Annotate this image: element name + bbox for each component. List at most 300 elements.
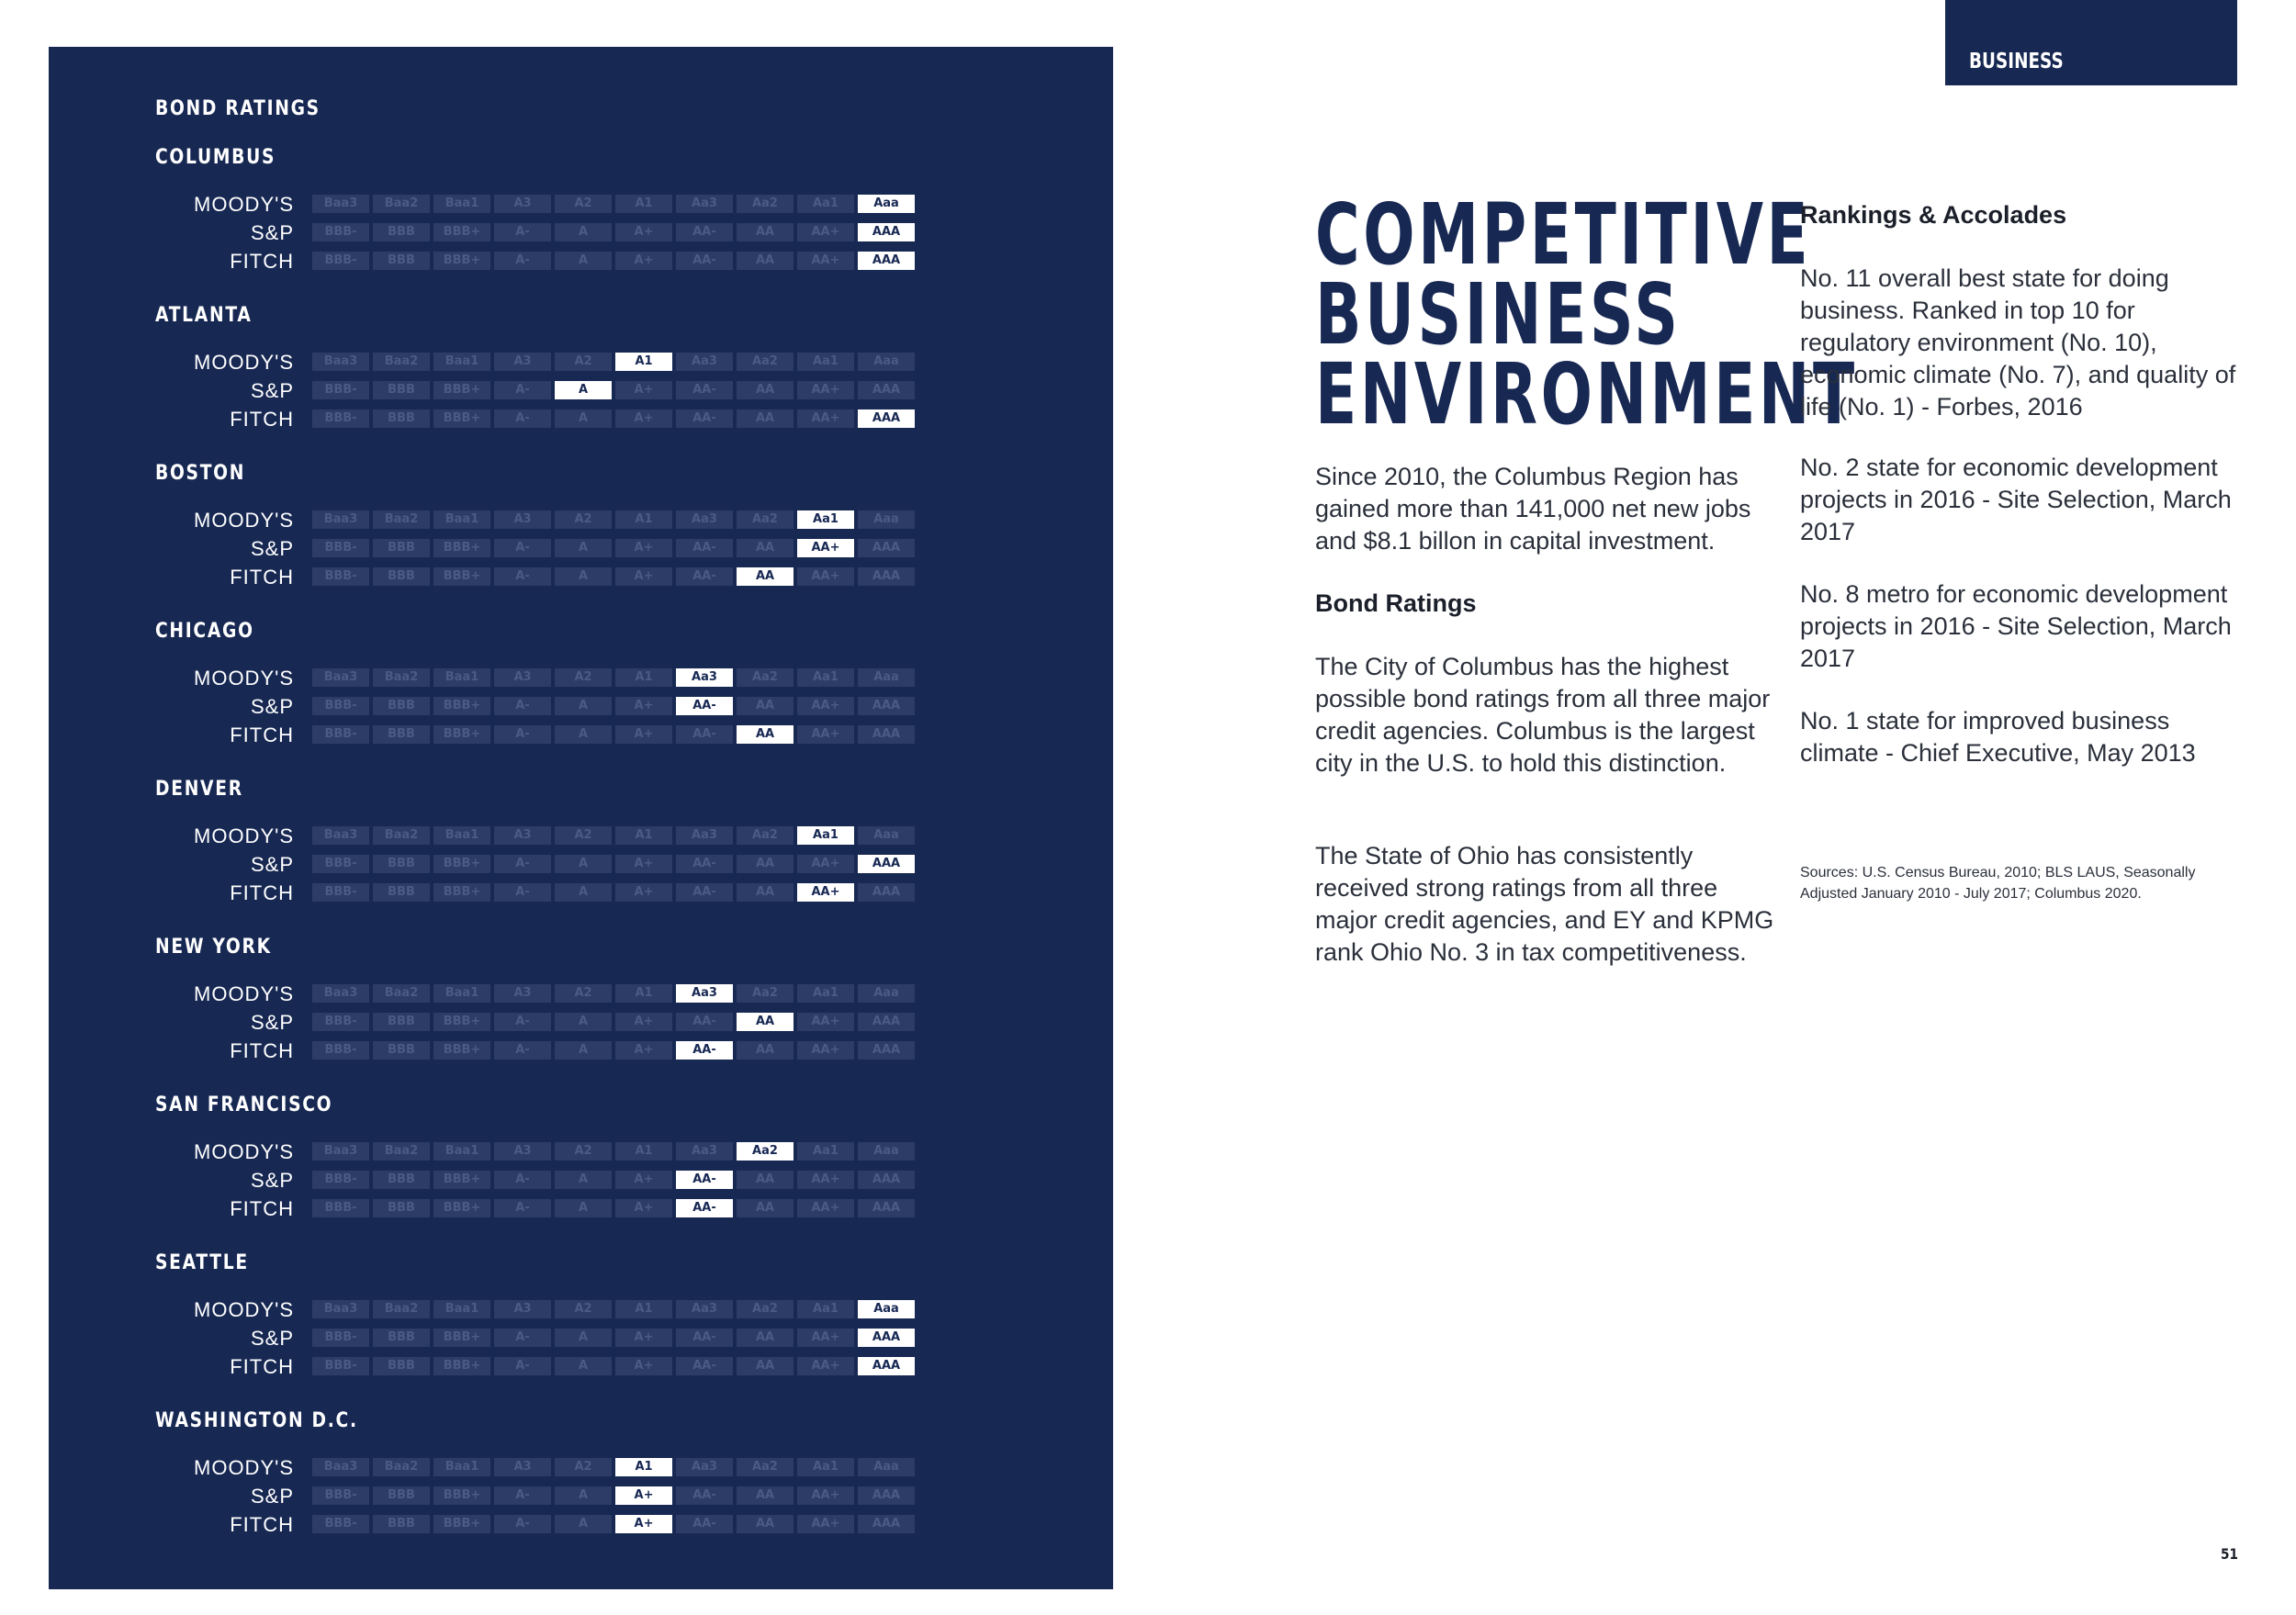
rating-cell: BBB+ (433, 1329, 490, 1347)
intro-paragraph: Since 2010, the Columbus Region has gained more than 141,000 net new jobs and $8.1 billon in capital investment. (1315, 463, 1751, 555)
rating-scale (312, 984, 915, 1003)
rating-cell: Baa2 (373, 1458, 430, 1476)
rating-cell: AA (737, 883, 793, 902)
rating-cell: Aaa (858, 1142, 915, 1161)
agency-label: S&P (250, 1327, 294, 1350)
rating-cell: AA- (676, 567, 733, 586)
rating-cell: AA- (676, 1357, 733, 1375)
rating-cell: BBB+ (433, 409, 490, 428)
rating-cell: Aa2 (737, 1458, 793, 1476)
rating-cell: A+ (615, 381, 672, 399)
rating-cell: AAA (858, 381, 915, 399)
rating-cell: Baa3 (312, 1458, 369, 1476)
rating-scale (312, 223, 915, 241)
rating-cell: BBB- (312, 381, 369, 399)
rating-cell: A1 (615, 984, 672, 1003)
rating-cell: AAA (858, 1171, 915, 1189)
rating-cell: BBB- (312, 409, 369, 428)
rating-cell: A3 (494, 826, 551, 845)
rating-cell: AA+ (797, 409, 854, 428)
rating-cell: Baa3 (312, 984, 369, 1003)
rating-cell: BBB- (312, 223, 369, 241)
rating-cell: AAA (858, 725, 915, 744)
rating-cell: Aa1 (797, 1300, 854, 1318)
agency-label: S&P (250, 221, 294, 244)
rating-cell: BBB- (312, 1515, 369, 1533)
rating-cell: AA (737, 223, 793, 241)
city-name: COLUMBUS (155, 146, 276, 169)
rating-scale (312, 1329, 915, 1347)
rating-cell: A2 (555, 1142, 612, 1161)
rankings-heading: Rankings & Accolades (1800, 201, 2067, 229)
rating-cell: A- (494, 1013, 551, 1031)
title-line: ENVIRONMENT (1315, 345, 1858, 443)
rating-cell: Aa2 (737, 668, 793, 687)
rating-cell: BBB+ (433, 1486, 490, 1505)
title-line: COMPETITIVE (1315, 185, 1812, 284)
rating-cell: A- (494, 1486, 551, 1505)
rating-cell: Aa1 (797, 353, 854, 371)
rating-cell: BBB+ (433, 1515, 490, 1533)
agency-label: FITCH (230, 566, 294, 589)
city-block (49, 620, 1113, 778)
agency-label: FITCH (230, 1197, 294, 1220)
rating-cell: Baa2 (373, 984, 430, 1003)
agency-label: S&P (250, 379, 294, 402)
rating-cell: AA+ (797, 381, 854, 399)
rating-cell: AA+ (797, 1329, 854, 1347)
rating-cell: AA- (676, 381, 733, 399)
city-name: BOSTON (155, 462, 246, 485)
rating-cell: A (555, 883, 612, 902)
city-block (49, 1093, 1113, 1251)
rating-cell: BBB+ (433, 252, 490, 270)
rating-cell: A- (494, 855, 551, 873)
rating-scale (312, 539, 915, 557)
rating-scale (312, 1041, 915, 1060)
rating-cell: A+ (615, 883, 672, 902)
rating-cell: BBB+ (433, 381, 490, 399)
rating-cell: AA (737, 1357, 793, 1375)
rating-cell: BBB (373, 1041, 430, 1060)
rating-scale (312, 855, 915, 873)
rating-scale (312, 1199, 915, 1217)
rating-cell: AA (737, 1041, 793, 1060)
rating-cell: AA+ (797, 1486, 854, 1505)
rating-cell: A2 (555, 1300, 612, 1318)
panel-title: BOND RATINGS (155, 97, 321, 120)
rating-cell: Baa1 (433, 984, 490, 1003)
rating-cell: AA+ (797, 1515, 854, 1533)
rating-cell: Aaa (858, 510, 915, 529)
sources-note: Sources: U.S. Census Bureau, 2010; BLS LAUS, Seasonally Adjusted January 2010 - July 2017; Columbus 2020. (1800, 865, 2196, 902)
agency-label: MOODY'S (194, 1298, 294, 1321)
city-block (49, 146, 1113, 304)
rating-cell: AA- (676, 1486, 733, 1505)
rating-cell: A- (494, 1199, 551, 1217)
rating-cell: A+ (615, 223, 672, 241)
city-name: SEATTLE (155, 1251, 249, 1274)
agency-label: MOODY'S (194, 509, 294, 532)
agency-label: FITCH (230, 1355, 294, 1378)
rating-cell-active: A (555, 381, 612, 399)
rating-cell: A (555, 539, 612, 557)
rating-cell: A- (494, 409, 551, 428)
rating-cell-active: AAA (858, 223, 915, 241)
rating-cell-active: A+ (615, 1515, 672, 1533)
agency-label: MOODY'S (194, 193, 294, 216)
rating-cell-active: Aa1 (797, 826, 854, 845)
rating-cell: A- (494, 223, 551, 241)
rating-cell: Baa2 (373, 826, 430, 845)
rating-cell: A+ (615, 1171, 672, 1189)
rating-cell: A (555, 409, 612, 428)
rating-cell: BBB (373, 1329, 430, 1347)
rating-cell: A+ (615, 1199, 672, 1217)
rating-cell-active: AA (737, 567, 793, 586)
rating-cell: BBB (373, 855, 430, 873)
rating-cell: A (555, 1357, 612, 1375)
rating-cell: BBB- (312, 1013, 369, 1031)
rating-cell: AA- (676, 252, 733, 270)
rating-cell: AA+ (797, 697, 854, 715)
rating-cell: A+ (615, 1329, 672, 1347)
rating-cell: A+ (615, 1357, 672, 1375)
rating-cell: Aa1 (797, 984, 854, 1003)
bond-ratings-heading: Bond Ratings (1315, 589, 1477, 617)
agency-label: S&P (250, 1169, 294, 1192)
rating-cell: AAA (858, 697, 915, 715)
rating-cell: Baa2 (373, 353, 430, 371)
rating-scale (312, 668, 915, 687)
rating-cell: A3 (494, 1458, 551, 1476)
rating-cell: A+ (615, 697, 672, 715)
rating-cell: A- (494, 381, 551, 399)
agency-label: MOODY'S (194, 824, 294, 847)
rating-cell: AAA (858, 1515, 915, 1533)
agency-label: S&P (250, 537, 294, 560)
rating-cell: A2 (555, 984, 612, 1003)
rating-cell: Baa1 (433, 353, 490, 371)
agency-label: MOODY'S (194, 1140, 294, 1163)
rating-cell: BBB (373, 1486, 430, 1505)
rating-cell: AA- (676, 1515, 733, 1533)
rating-cell: AA- (676, 855, 733, 873)
rating-cell-active: Aa3 (676, 668, 733, 687)
section-tab[interactable] (1945, 0, 2237, 85)
rating-cell: BBB (373, 1199, 430, 1217)
rating-cell: Aa3 (676, 1458, 733, 1476)
rating-cell: BBB+ (433, 883, 490, 902)
ranking-item: No. 1 state for improved business climate - Chief Executive, May 2013 (1800, 707, 2196, 767)
rating-cell: A3 (494, 984, 551, 1003)
agency-label: MOODY'S (194, 351, 294, 374)
rating-scale (312, 510, 915, 529)
rating-cell: BBB- (312, 1329, 369, 1347)
section-tab-label: BUSINESS (1969, 50, 2064, 73)
rating-cell: Aa3 (676, 1142, 733, 1161)
rating-cell-active: A+ (615, 1486, 672, 1505)
rating-cell-active: AAA (858, 855, 915, 873)
rating-cell: Aa3 (676, 353, 733, 371)
rating-cell-active: AAA (858, 409, 915, 428)
rating-cell: BBB- (312, 725, 369, 744)
agency-label: FITCH (230, 250, 294, 273)
rating-cell: Aaa (858, 1458, 915, 1476)
rating-cell: Aa2 (737, 984, 793, 1003)
rating-cell: A (555, 725, 612, 744)
rating-cell: A (555, 1041, 612, 1060)
city-name: CHICAGO (155, 620, 254, 643)
rating-cell: A (555, 1171, 612, 1189)
rating-cell-active: AA- (676, 1199, 733, 1217)
rating-cell: BBB (373, 1357, 430, 1375)
rating-cell: BBB- (312, 697, 369, 715)
rating-cell: A- (494, 725, 551, 744)
agency-label: FITCH (230, 723, 294, 746)
rating-cell: BBB (373, 409, 430, 428)
rating-cell: AA- (676, 883, 733, 902)
rating-scale (312, 1486, 915, 1505)
rating-cell: A+ (615, 1041, 672, 1060)
rating-cell: A3 (494, 1142, 551, 1161)
rating-cell-active: Aaa (858, 1300, 915, 1318)
rating-cell: Aa3 (676, 1300, 733, 1318)
rating-cell: BBB+ (433, 1357, 490, 1375)
rating-cell: A (555, 1329, 612, 1347)
page-title (1315, 185, 1858, 443)
rating-cell: BBB- (312, 1171, 369, 1189)
rating-scale (312, 353, 915, 371)
rating-cell: A (555, 1199, 612, 1217)
rating-cell: A (555, 697, 612, 715)
rating-cell: A1 (615, 826, 672, 845)
rating-cell: Aa1 (797, 668, 854, 687)
city-name: NEW YORK (155, 936, 272, 959)
rating-cell: AA (737, 539, 793, 557)
rating-scale (312, 195, 915, 213)
rating-cell: AAA (858, 1041, 915, 1060)
rating-cell-active: AAA (858, 252, 915, 270)
rating-cell: BBB- (312, 1486, 369, 1505)
rating-cell: AA+ (797, 252, 854, 270)
rating-cell: BBB+ (433, 725, 490, 744)
agency-label: MOODY'S (194, 1456, 294, 1479)
city-block (49, 1251, 1113, 1409)
rating-scale (312, 409, 915, 428)
rating-cell-active: A1 (615, 353, 672, 371)
rating-cell: A2 (555, 195, 612, 213)
rating-cell: A- (494, 567, 551, 586)
bond-paragraph: The State of Ohio has consistently received strong ratings from all three major credit agencies, and EY and KPMG rank Ohio No. 3 in tax competitiveness. (1315, 842, 1774, 966)
rating-cell: Baa2 (373, 1142, 430, 1161)
rating-cell: AA- (676, 409, 733, 428)
rating-cell: Aa3 (676, 510, 733, 529)
rating-cell: AAA (858, 883, 915, 902)
rating-cell: AA- (676, 725, 733, 744)
rating-cell: Baa1 (433, 1142, 490, 1161)
rating-cell: Baa1 (433, 510, 490, 529)
rating-cell: A+ (615, 567, 672, 586)
rating-cell: BBB- (312, 252, 369, 270)
rating-cell: BBB+ (433, 855, 490, 873)
rating-scale (312, 381, 915, 399)
city-name: DENVER (155, 778, 243, 801)
rating-cell: Aa3 (676, 195, 733, 213)
city-block (49, 304, 1113, 462)
city-block (49, 462, 1113, 620)
rating-cell-active: AA (737, 1013, 793, 1031)
rating-cell: Baa1 (433, 1458, 490, 1476)
rating-cell: A1 (615, 1300, 672, 1318)
rating-cell: Aaa (858, 826, 915, 845)
rating-cell: A- (494, 883, 551, 902)
rating-cell: A (555, 223, 612, 241)
rating-cell: A (555, 252, 612, 270)
rating-cell: A2 (555, 668, 612, 687)
rating-cell: AA+ (797, 223, 854, 241)
city-name: ATLANTA (155, 304, 253, 327)
rating-cell-active: Aa2 (737, 1142, 793, 1161)
rating-cell: BBB (373, 1171, 430, 1189)
rating-cell-active: Aaa (858, 195, 915, 213)
rating-scale (312, 1300, 915, 1318)
agency-label: S&P (250, 1011, 294, 1034)
rating-cell: A- (494, 1357, 551, 1375)
bond-ratings-panel (49, 47, 1113, 1589)
agency-label: FITCH (230, 1513, 294, 1536)
rating-cell: AA+ (797, 1013, 854, 1031)
rating-cell: A3 (494, 1300, 551, 1318)
agency-label: FITCH (230, 1039, 294, 1062)
rating-cell: Baa2 (373, 1300, 430, 1318)
rating-cell: A+ (615, 855, 672, 873)
rating-cell: A- (494, 1515, 551, 1533)
rating-cell: BBB (373, 223, 430, 241)
rating-cell: AA (737, 855, 793, 873)
rating-cell: Baa2 (373, 195, 430, 213)
agency-label: FITCH (230, 408, 294, 431)
city-name: WASHINGTON D.C. (155, 1409, 358, 1432)
rating-cell: A1 (615, 668, 672, 687)
agency-label: MOODY'S (194, 667, 294, 690)
rating-cell: BBB (373, 252, 430, 270)
page-number: 51 (2221, 1545, 2238, 1563)
rating-scale (312, 1171, 915, 1189)
rating-cell-active: AA (737, 725, 793, 744)
rating-cell: BBB+ (433, 1013, 490, 1031)
city-block (49, 1409, 1113, 1567)
title-line: BUSINESS (1315, 265, 1682, 364)
rating-cell: A (555, 567, 612, 586)
rating-cell: Baa3 (312, 195, 369, 213)
rating-cell-active: AAA (858, 1357, 915, 1375)
rating-cell: A2 (555, 510, 612, 529)
rating-cell: AA+ (797, 1199, 854, 1217)
rating-cell: BBB (373, 883, 430, 902)
rating-scale (312, 1357, 915, 1375)
city-block (49, 778, 1113, 936)
rating-cell-active: AA+ (797, 539, 854, 557)
rating-cell: A+ (615, 409, 672, 428)
rating-cell: AAA (858, 1486, 915, 1505)
rating-cell: AA- (676, 223, 733, 241)
rating-cell-active: AA- (676, 1041, 733, 1060)
ranking-item: No. 2 state for economic development projects in 2016 - Site Selection, March 2017 (1800, 454, 2232, 545)
rating-cell: AA+ (797, 567, 854, 586)
rating-cell: BBB+ (433, 1171, 490, 1189)
agency-label: S&P (250, 695, 294, 718)
rating-cell: Aaa (858, 353, 915, 371)
agency-label: FITCH (230, 881, 294, 904)
rating-cell: Baa3 (312, 826, 369, 845)
rating-cell: BBB- (312, 883, 369, 902)
rating-cell: BBB (373, 539, 430, 557)
rating-cell: Baa3 (312, 353, 369, 371)
rating-scale (312, 252, 915, 270)
rating-cell: A3 (494, 668, 551, 687)
rating-scale (312, 567, 915, 586)
rating-cell: A- (494, 1171, 551, 1189)
rating-cell: AA+ (797, 1357, 854, 1375)
rating-cell: BBB- (312, 1199, 369, 1217)
rating-scale (312, 725, 915, 744)
rating-cell: A- (494, 1041, 551, 1060)
agency-label: MOODY'S (194, 982, 294, 1005)
rating-scale (312, 697, 915, 715)
rating-cell: BBB- (312, 567, 369, 586)
rating-cell-active: AA+ (797, 883, 854, 902)
rating-cell: A3 (494, 510, 551, 529)
rating-cell: BBB+ (433, 223, 490, 241)
rating-cell: AA+ (797, 725, 854, 744)
rating-cell: AA (737, 1486, 793, 1505)
rating-cell: AAA (858, 567, 915, 586)
rating-cell-active: AA- (676, 697, 733, 715)
rating-cell: AAA (858, 1199, 915, 1217)
rating-cell: BBB- (312, 1041, 369, 1060)
rating-cell: A+ (615, 252, 672, 270)
rating-scale (312, 826, 915, 845)
rating-cell: BBB (373, 381, 430, 399)
rating-scale (312, 883, 915, 902)
rating-cell: Baa3 (312, 1300, 369, 1318)
rating-scale (312, 1142, 915, 1161)
rating-cell: A1 (615, 510, 672, 529)
rating-cell: AA (737, 1171, 793, 1189)
rating-cell: A+ (615, 725, 672, 744)
rating-cell: A- (494, 252, 551, 270)
rating-cell: A- (494, 697, 551, 715)
rating-cell: BBB (373, 725, 430, 744)
rating-cell: AA (737, 409, 793, 428)
rating-cell: A1 (615, 1142, 672, 1161)
ranking-item: No. 11 overall best state for doing business. Ranked in top 10 for regulatory environment (No. 10), economic climate (No. 7), and quality of life (No. 1) - Forbes, 2016 (1800, 264, 2236, 421)
rating-cell-active: AAA (858, 1329, 915, 1347)
rating-cell: BBB (373, 1515, 430, 1533)
agency-label: S&P (250, 1485, 294, 1508)
rating-cell: Baa3 (312, 1142, 369, 1161)
rating-cell: Aaa (858, 984, 915, 1003)
rating-cell: AA (737, 381, 793, 399)
rating-cell: BBB (373, 567, 430, 586)
rating-cell: BBB+ (433, 567, 490, 586)
rating-cell-active: Aa1 (797, 510, 854, 529)
rating-cell-active: A1 (615, 1458, 672, 1476)
rating-cell: Baa1 (433, 195, 490, 213)
rating-cell: Aa2 (737, 826, 793, 845)
rating-cell: AA (737, 1329, 793, 1347)
